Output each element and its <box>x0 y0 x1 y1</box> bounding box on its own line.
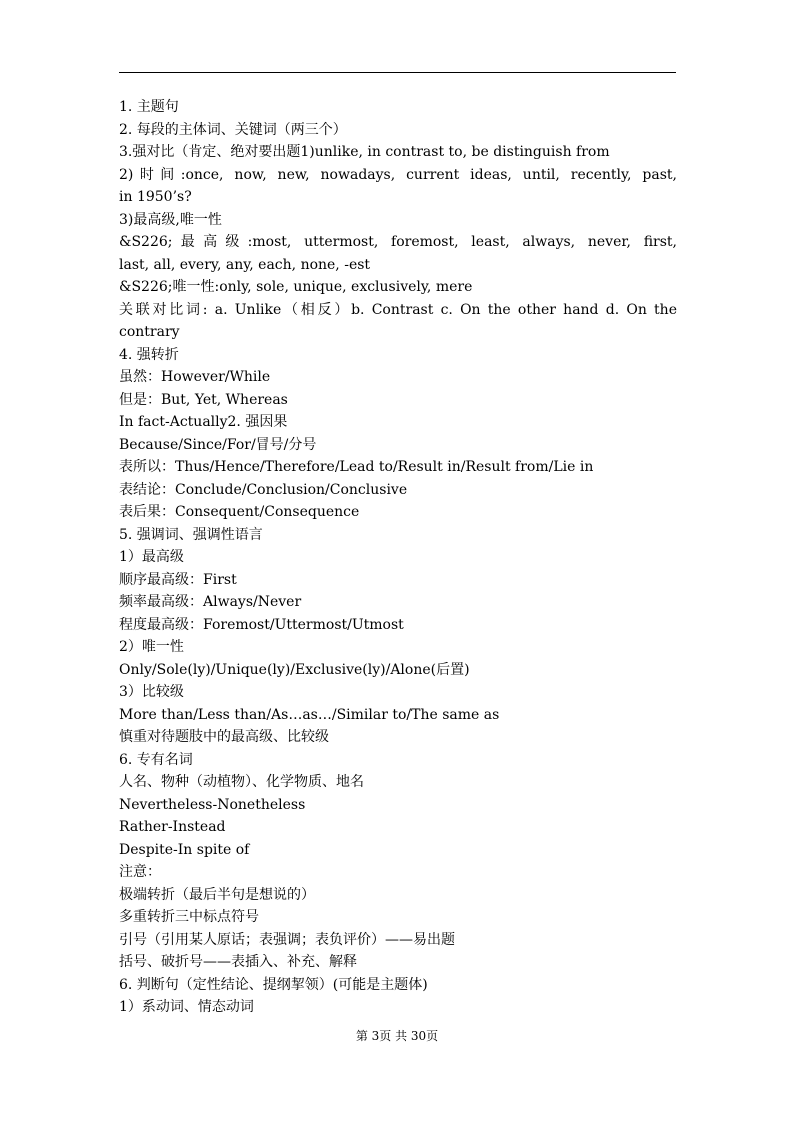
text-line: 注意： <box>119 864 161 880</box>
text-line: 多重转折三中标点符号 <box>119 909 259 925</box>
text-line: last, all, every, any, each, none, -est <box>119 256 371 273</box>
text-line: 表所以：Thus/Hence/Therefore/Lead to/Result in/Result from/Lie in <box>119 459 594 475</box>
text-line: 频率最高级：Always/Never <box>119 594 302 610</box>
text-line: 但是：But, Yet, Whereas <box>119 391 288 408</box>
text-line: 2)时间:once, now, new, nowadays, current ideas, until, recently, past, <box>119 166 677 183</box>
text-line: contrary <box>119 324 180 340</box>
text-line: 引号（引用某人原话；表强调；表负评价）——易出题 <box>119 931 455 948</box>
document-body <box>119 96 677 1019</box>
text-line: More than/Less than/As…as…/Similar to/The same as <box>119 706 500 723</box>
text-line: 慎重对待题肢中的最高级、比较级 <box>119 729 329 745</box>
text-line: 3）比较级 <box>119 684 184 700</box>
text-line: 程度最高级：Foremost/Uttermost/Utmost <box>119 616 404 633</box>
text-line: 3.强对比（肯定、绝对要出题1)unlike, in contrast to, be distinguish from <box>119 144 610 160</box>
text-line: Because/Since/For/冒号/分号 <box>119 436 317 453</box>
text-line: 人名、物种（动植物）、化学物质、地名 <box>119 774 364 790</box>
text-line: 1）系动词、情态动词 <box>119 999 254 1015</box>
text-line: 6. 判断句（定性结论、提纲挈领）(可能是主题体) <box>119 976 428 993</box>
text-line: 括号、破折号——表插入、补充、解释 <box>119 954 357 970</box>
page-footer: 第 3页 共 30页 <box>355 1029 439 1043</box>
text-line: In fact-Actually2. 强因果 <box>119 414 288 430</box>
text-line: 表结论：Conclude/Conclusion/Conclusive <box>119 481 408 498</box>
text-line: 2. 每段的主体词、关键词（两三个） <box>119 121 347 138</box>
text-line: 极端转折（最后半句是想说的） <box>119 886 315 903</box>
text-line: 顺序最高级：First <box>119 571 237 588</box>
text-line: &S226;最高级:most, uttermost, foremost, least, always, never, first, <box>119 234 677 250</box>
text-line: Despite-In spite of <box>119 841 250 858</box>
text-line: 2）唯一性 <box>119 639 184 655</box>
text-line: 虽然：However/While <box>119 369 271 385</box>
text-line: 1）最高级 <box>119 549 184 565</box>
text-line: 3)最高级,唯一性 <box>119 211 222 228</box>
text-line: Nevertheless-Nonetheless <box>119 796 306 813</box>
text-line: in 1950’s? <box>119 189 192 205</box>
text-line: 5. 强调词、强调性语言 <box>119 526 263 543</box>
text-line: 表后果：Consequent/Consequence <box>119 504 360 520</box>
header-rule <box>119 72 676 73</box>
text-line: &S226;唯一性:only, sole, unique, exclusively, mere <box>119 279 473 295</box>
text-line: 关联对比词: a. Unlike（相反）b. Contrast c. On the other hand d. On the <box>119 301 677 318</box>
text-line: 6. 专有名词 <box>119 751 193 768</box>
text-line: Rather-Instead <box>119 819 226 835</box>
text-line: Only/Sole(ly)/Unique(ly)/Exclusive(ly)/Alone(后置) <box>119 661 470 678</box>
text-line: 4. 强转折 <box>119 346 179 363</box>
text-line: 1. 主题句 <box>119 99 179 115</box>
